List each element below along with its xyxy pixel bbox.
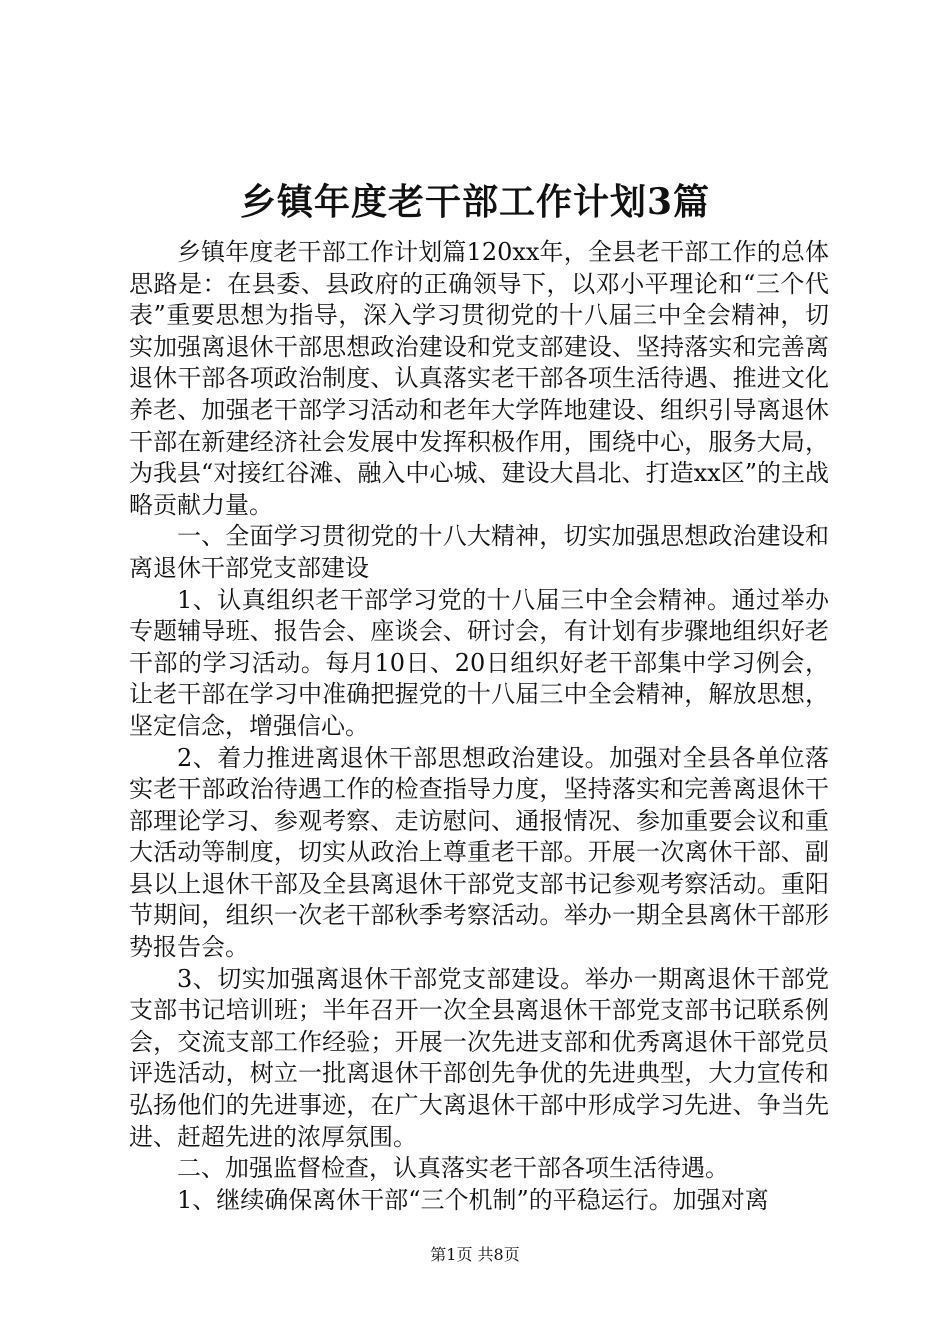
- page-title: 乡镇年度老干部工作计划3篇: [239, 181, 711, 223]
- paragraph-intro: 乡镇年度老干部工作计划篇120xx年，全县老干部工作的总体思路是：在县委、县政府的正确领导下，以邓小平理论和“三个代表”重要思想为指导，深入学习贯彻党的十八届三中全会精神，切实加强离退休干部思想政治建设和党支部建设、坚持落实和完善离退休干部各项政治制度、认真落实老干部各项生活待遇、推进文化养老、加强老干部学习活动和老年大学阵地建设、组织引导离退休干部在新建经济社会发展中发挥积极作用，围绕中心，服务大局，为我县“对接红谷滩、融入中心城、建设大昌北、打造xx区”的主战略贡献力量。: [129, 238, 829, 519]
- section-heading-1: 一、全面学习贯彻党的十八大精神，切实加强思想政治建设和离退休干部党支部建设: [129, 522, 829, 582]
- document-body: [129, 237, 829, 1216]
- paragraph-item-3: 3、切实加强离退休干部党支部建设。举办一期离退休干部党支部书记培训班；半年召开一次全县离退休干部党支部书记联系例会，交流支部工作经验；开展一次先进支部和优秀离退休干部党员评选活动，树立一批离退休干部创先争优的先进典型，大力宣传和弘扬他们的先进事迹，在广大离退休干部中形成学习先进、争当先进、赶超先进的浓厚氛围。: [129, 964, 829, 1151]
- paragraph-item-4: 1、继续确保离休干部“三个机制”的平稳运行。加强对离: [177, 1185, 769, 1214]
- paragraph-item-1: 1、认真组织老干部学习党的十八届三中全会精神。通过举办专题辅导班、报告会、座谈会、研讨会，有计划有步骤地组织好老干部的学习活动。每月10日、20日组织好老干部集中学习例会，让老干部在学习中准确把握党的十八届三中全会精神，解放思想，坚定信念，增强信心。: [129, 585, 829, 740]
- section-heading-2: 二、加强监督检查，认真落实老干部各项生活待遇。: [177, 1154, 729, 1183]
- paragraph-item-2: 2、着力推进离退休干部思想政治建设。加强对全县各单位落实老干部政治待遇工作的检查指导力度，坚持落实和完善离退休干部理论学习、参观考察、走访慰问、通报情况、参加重要会议和重大活动等制度，切实从政治上尊重老干部。开展一次离休干部、副县以上退休干部及全县离退休干部党支部书记参观考察活动。重阳节期间，组织一次老干部秋季考察活动。举办一期全县离休干部形势报告会。: [129, 743, 829, 962]
- page-footer: 第1页 共8页: [430, 1245, 520, 1264]
